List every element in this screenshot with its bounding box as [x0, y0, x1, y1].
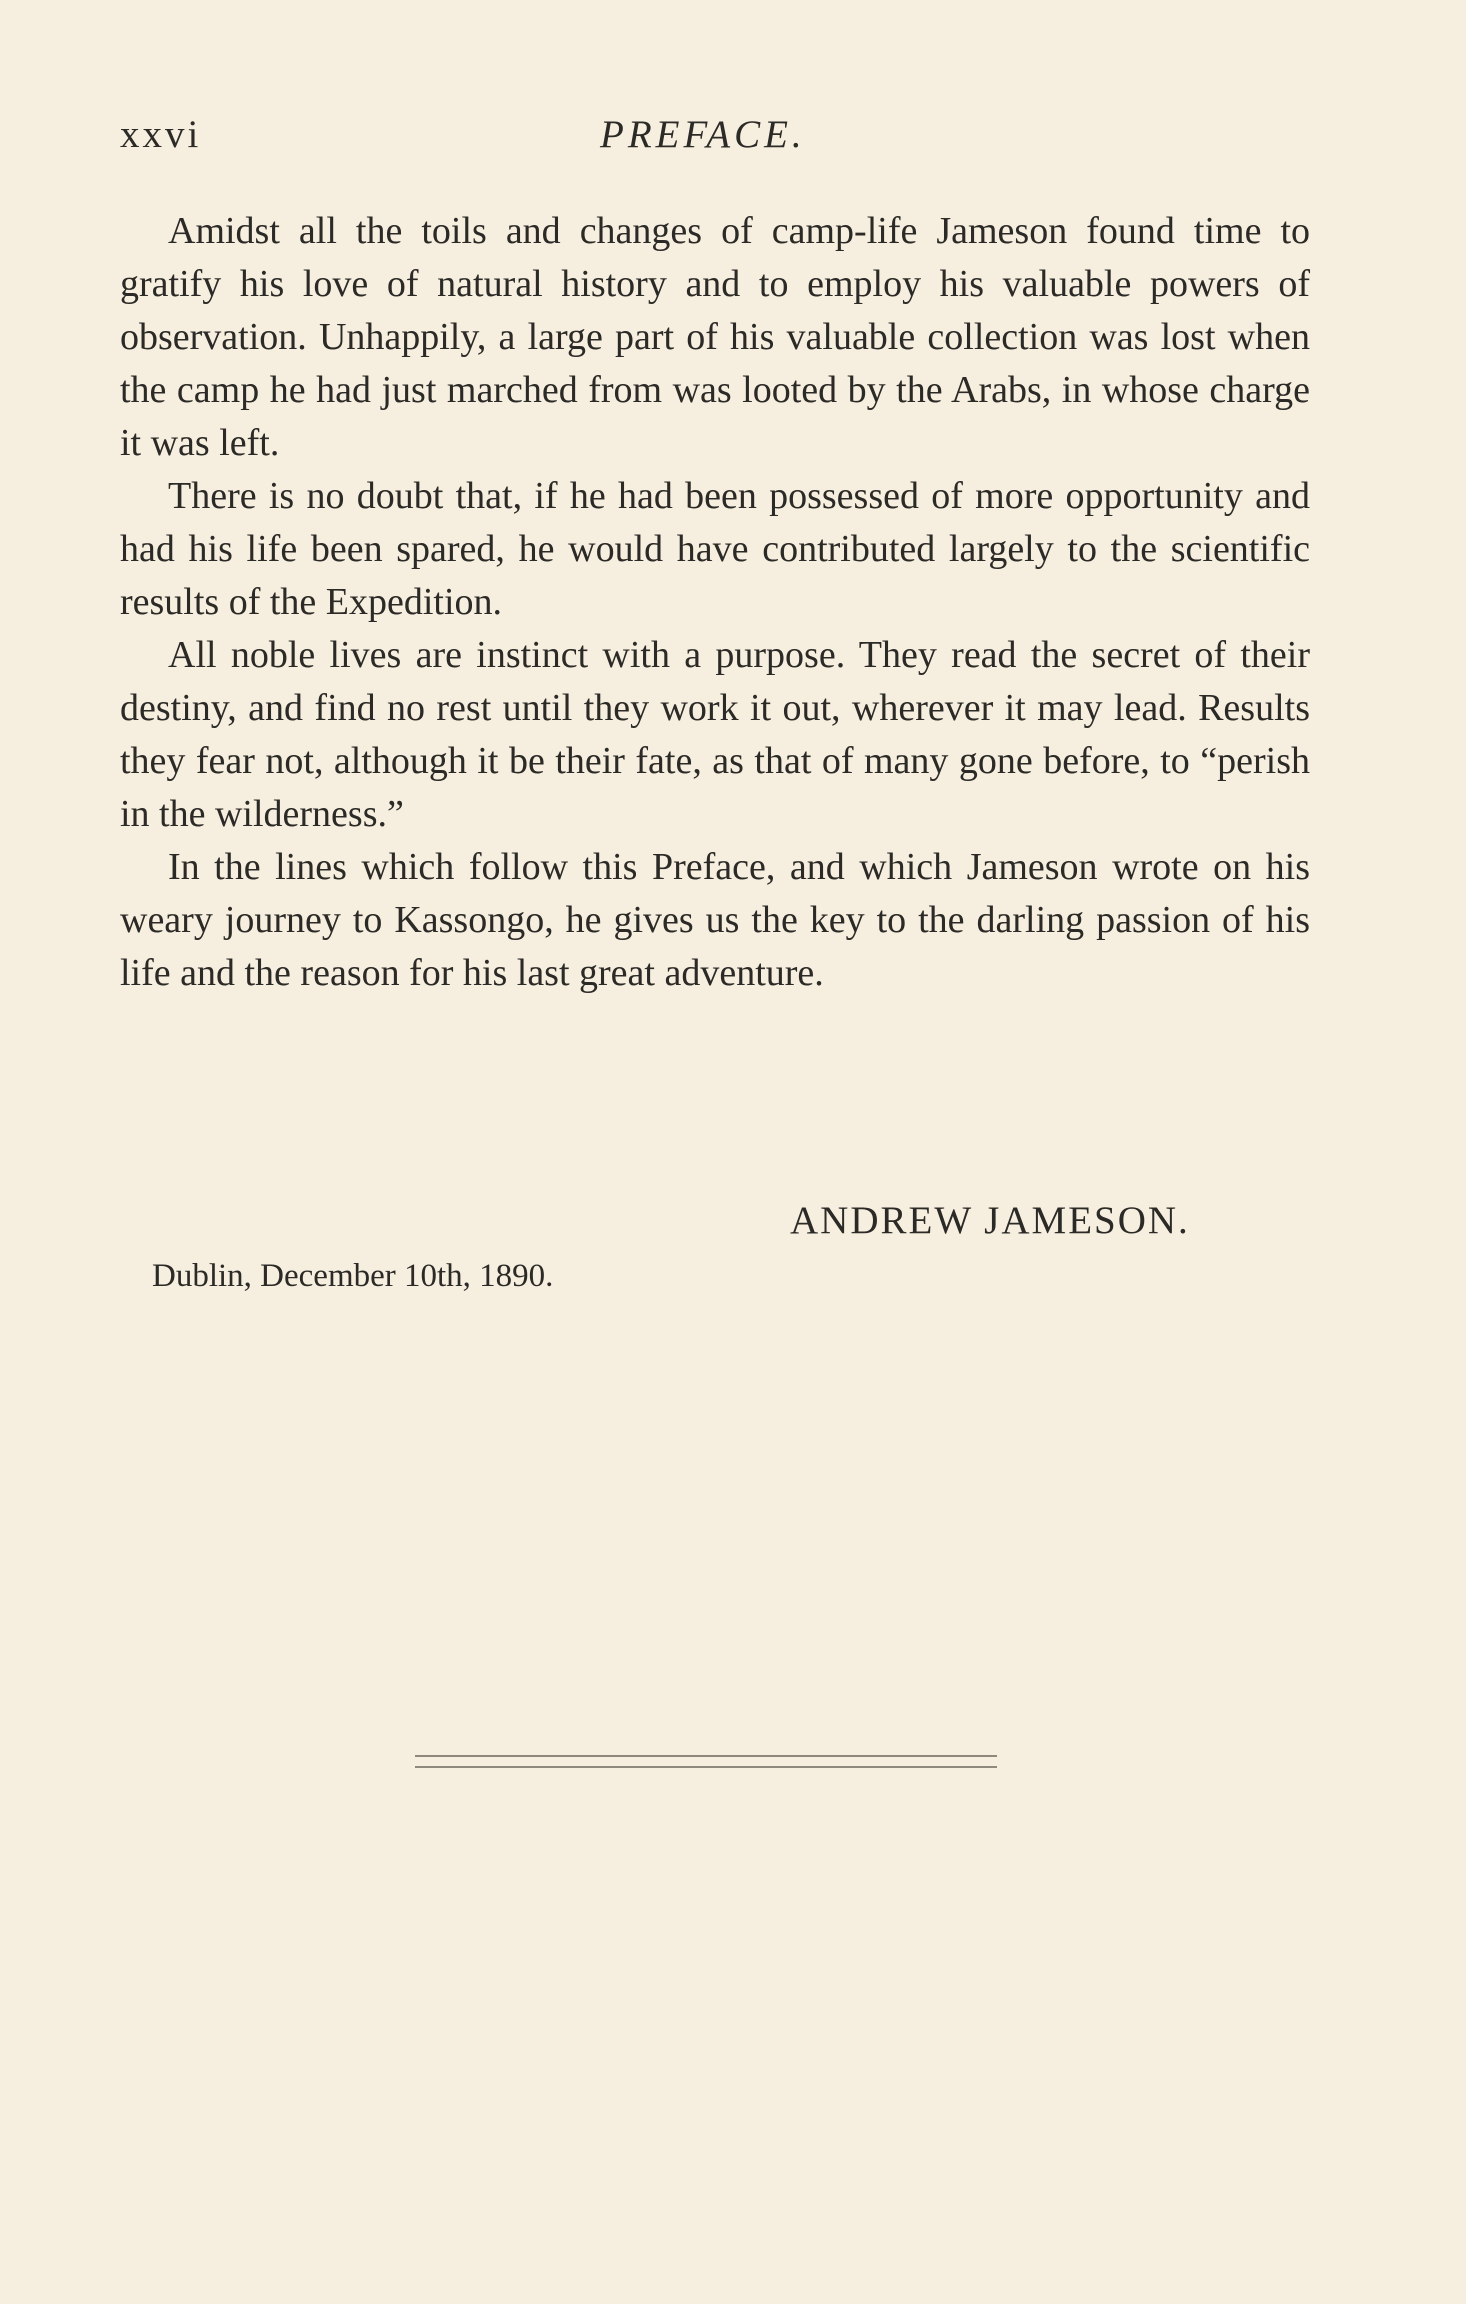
paragraph-lines-which-follow: In the lines which follow this Preface, and which Jameson wrote on his weary journey to Kassongo, he gives us the key to the darling passion of his life and the reason for his last great adventure.	[120, 846, 1310, 994]
paragraph-natural-history: Amidst all the toils and changes of camp-life Jameson found time to gratify his love of natural history and to employ his valuable powers of observation. Unhappily, a large part of his valuable collection was lost when the camp he had just marched from was looted by the Arabs, in whose charge it was left.	[120, 210, 1310, 464]
divider-rule-bottom	[415, 1766, 997, 1768]
running-title: PREFACE.	[600, 113, 806, 156]
page-number: xxvi	[120, 113, 202, 156]
divider-rule-top	[415, 1755, 997, 1757]
running-head	[0, 112, 1466, 172]
body-text	[120, 205, 1310, 1000]
paragraph-noble-lives: All noble lives are instinct with a purpose. They read the secret of their destiny, and find no rest until they work it out, wherever it may lead. Results they fear not, although it be their fate, as that of many gone before, to “perish in the wilderness.”	[120, 634, 1310, 835]
author-signature: ANDREW JAMESON.	[790, 1199, 1190, 1242]
place-and-date: Dublin, December 10th, 1890.	[152, 1258, 554, 1294]
paragraph-scientific-results: There is no doubt that, if he had been possessed of more opportunity and had his life been spared, he would have contributed largely to the scientific results of the Expedition.	[120, 475, 1310, 623]
